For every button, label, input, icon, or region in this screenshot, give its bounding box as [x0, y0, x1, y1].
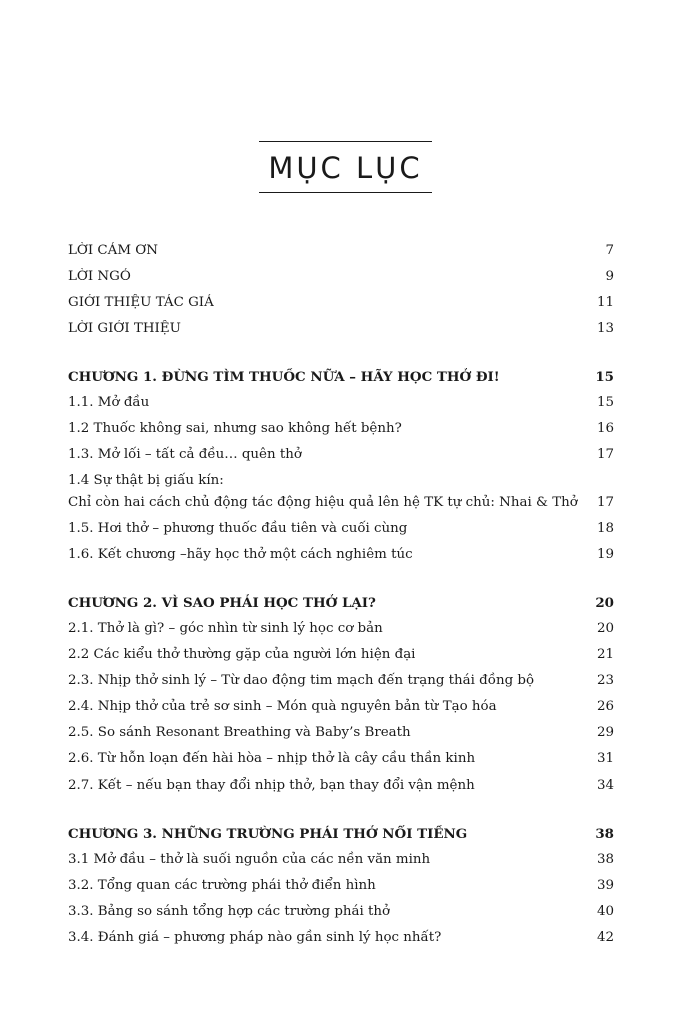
toc-row [68, 520, 614, 538]
page-number: 11 [596, 295, 614, 310]
toc-entry-label: LỜI CẢM ƠN [68, 243, 158, 258]
toc-chapter-row [68, 368, 614, 386]
page-number: 23 [596, 673, 614, 688]
page-number: 18 [596, 521, 614, 536]
toc-row [68, 546, 614, 564]
toc-entry-label: 3.3. Bảng so sánh tổng hợp các trường phái thở [68, 904, 391, 919]
page-number: 38 [595, 826, 614, 842]
page-number: 29 [596, 725, 614, 740]
toc-entry-label: LỜI GIỚI THIỆU [68, 321, 181, 336]
toc-row [68, 929, 614, 947]
toc-entry-label: 1.1. Mở đầu [68, 395, 150, 410]
toc-row [68, 320, 614, 338]
page-number: 15 [595, 369, 614, 385]
toc-row [68, 646, 614, 664]
toc-entry-label: 2.4. Nhịp thở của trẻ sơ sinh – Món quà nguyên bản từ Tạo hóa [68, 699, 497, 714]
toc-row [68, 394, 614, 412]
toc-entry-label: GIỚI THIỆU TÁC GIẢ [68, 295, 214, 310]
toc-entry-label: 1.5. Hơi thở – phương thuốc đầu tiên và cuối cùng [68, 521, 408, 536]
chapter-title: CHƯƠNG 2. VÌ SAO PHẢI HỌC THỞ LẠI? [68, 595, 376, 611]
page-number: 31 [596, 751, 614, 766]
page-number: 39 [596, 878, 614, 893]
toc-row [68, 698, 614, 716]
toc-entry-label: 2.2 Các kiểu thở thường gặp của người lớn hiện đại [68, 647, 416, 662]
toc-row [68, 777, 614, 795]
toc-chapter-row [68, 825, 614, 843]
page-number: 9 [605, 269, 614, 284]
page-title: MỤC LỤC [268, 151, 423, 185]
toc-row [68, 446, 614, 464]
page-number: 42 [596, 930, 614, 945]
page-number: 16 [596, 421, 614, 436]
title-block [259, 141, 432, 193]
page-number: 13 [596, 321, 614, 336]
toc-row [68, 672, 614, 690]
toc-row [68, 294, 614, 312]
page-number: 17 [596, 447, 614, 462]
page-number: 20 [596, 621, 614, 636]
toc-entry-label: 1.4 Sự thật bị giấu kín: [68, 473, 224, 488]
toc-entry-label: 1.3. Mở lối – tất cả đều… quên thở [68, 447, 302, 462]
toc-row [68, 903, 614, 921]
chapter-title: CHƯƠNG 3. NHỮNG TRƯỜNG PHÁI THỞ NỔI TIẾNG [68, 826, 468, 842]
toc-chapter-row [68, 594, 614, 612]
toc-row [68, 268, 614, 286]
page-number: 20 [595, 595, 614, 611]
toc-row [68, 620, 614, 638]
toc-entry-label: Chỉ còn hai cách chủ động tác động hiệu quả lên hệ TK tự chủ: Nhai & Thở [68, 495, 578, 510]
toc-row [68, 877, 614, 895]
toc-entry-label: 2.1. Thở là gì? – góc nhìn từ sinh lý học cơ bản [68, 621, 383, 636]
page-number: 15 [596, 395, 614, 410]
toc-entry-label: 2.3. Nhịp thở sinh lý – Từ dao động tim mạch đến trạng thái đồng bộ [68, 673, 535, 688]
toc-row [68, 750, 614, 768]
page-number: 21 [596, 647, 614, 662]
toc-row [68, 851, 614, 869]
page-number: 34 [596, 778, 614, 793]
page-number: 17 [596, 495, 614, 510]
toc-row [68, 420, 614, 438]
toc-entry-label: 3.1 Mở đầu – thở là suối nguồn của các nền văn minh [68, 852, 431, 867]
page-number: 40 [596, 904, 614, 919]
toc-row [68, 724, 614, 742]
toc-entry-label: 2.6. Từ hỗn loạn đến hài hòa – nhịp thở là cây cầu thần kinh [68, 751, 476, 766]
toc-row [68, 494, 614, 512]
toc-row [68, 472, 614, 490]
toc-entry-label: 2.5. So sánh Resonant Breathing và Baby’s Breath [68, 725, 411, 740]
toc-entry-label: 1.2 Thuốc không sai, nhưng sao không hết bệnh? [68, 421, 402, 436]
toc-entry-label: 3.4. Đánh giá – phương pháp nào gần sinh lý học nhất? [68, 930, 442, 945]
toc-entry-label: 3.2. Tổng quan các trường phái thở điển hình [68, 878, 376, 893]
toc-row [68, 242, 614, 260]
page-number: 19 [596, 547, 614, 562]
page-number: 38 [596, 852, 614, 867]
toc-entry-label: LỜI NGỎ [68, 269, 131, 284]
page-number: 7 [605, 243, 614, 258]
chapter-title: CHƯƠNG 1. ĐỪNG TÌM THUỐC NỮA – HÃY HỌC THỞ ĐI! [68, 369, 500, 385]
toc-entry-label: 1.6. Kết chương –hãy học thở một cách nghiêm túc [68, 547, 413, 562]
toc-entry-label: 2.7. Kết – nếu bạn thay đổi nhịp thở, bạn thay đổi vận mệnh [68, 778, 475, 793]
page-number: 26 [596, 699, 614, 714]
